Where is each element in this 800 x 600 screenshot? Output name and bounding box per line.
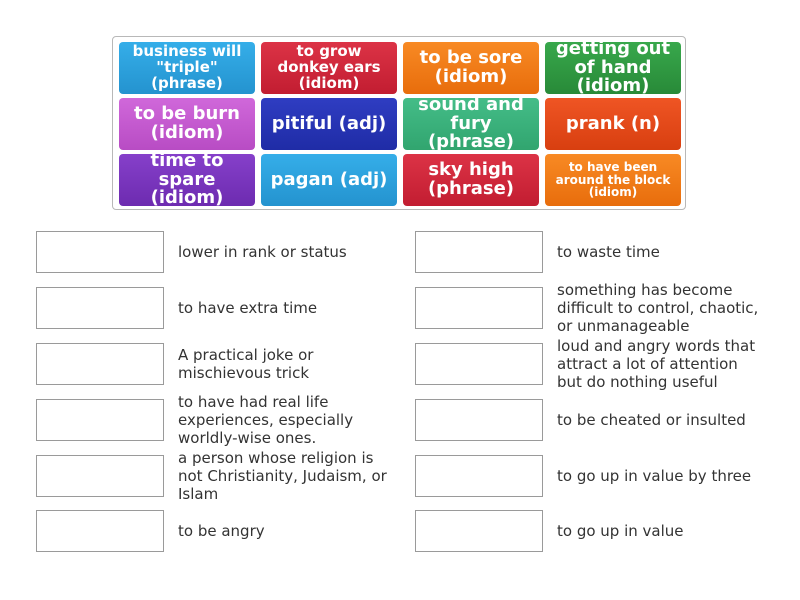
- definition-text: to go up in value: [557, 522, 684, 540]
- drop-slot[interactable]: [415, 343, 543, 385]
- definition-text: to have had real life experiences, especially worldly-wise ones.: [178, 393, 354, 447]
- definition-text: to waste time: [557, 243, 660, 261]
- drop-slot[interactable]: [415, 231, 543, 273]
- match-row: [415, 231, 775, 275]
- drop-slot[interactable]: [36, 455, 164, 497]
- tile-label: prank (n): [565, 112, 661, 134]
- answer-tile[interactable]: [545, 37, 681, 97]
- match-row: [415, 337, 775, 391]
- match-row: [36, 510, 396, 554]
- answer-tile[interactable]: [119, 149, 255, 209]
- definition-text: lower in rank or status: [178, 243, 347, 261]
- answer-tile[interactable]: [261, 42, 397, 94]
- tile-label: sound and fury (phrase): [418, 93, 524, 153]
- definition-text: to be angry: [178, 522, 265, 540]
- answer-tile[interactable]: [261, 154, 397, 206]
- answer-tile[interactable]: [545, 98, 681, 150]
- answer-tile[interactable]: [545, 154, 681, 206]
- definition-text: loud and angry words that attract a lot of attention but do nothing useful: [557, 337, 756, 391]
- tile-label: to have been around the block (idiom): [555, 160, 671, 200]
- drop-slot[interactable]: [36, 287, 164, 329]
- match-row: [415, 455, 775, 499]
- tile-label: getting out of hand (idiom): [555, 37, 671, 97]
- match-row: [36, 287, 396, 331]
- match-row: [36, 393, 396, 447]
- answer-tile[interactable]: [119, 42, 255, 94]
- drop-slot[interactable]: [415, 455, 543, 497]
- match-row: [36, 343, 396, 387]
- definition-text: to go up in value by three: [557, 467, 752, 485]
- drop-slot[interactable]: [36, 343, 164, 385]
- tile-label: pagan (adj): [270, 168, 388, 190]
- drop-slot[interactable]: [36, 510, 164, 552]
- tile-label: business will "triple" (phrase): [132, 42, 242, 92]
- answer-tile[interactable]: [403, 42, 539, 94]
- answer-tiles-panel: [112, 36, 686, 210]
- definition-text: to have extra time: [178, 299, 318, 317]
- definition-text: a person whose religion is not Christianity, Judaism, or Islam: [178, 449, 387, 503]
- match-row: [415, 399, 775, 443]
- drop-slot[interactable]: [415, 399, 543, 441]
- answer-tile[interactable]: [119, 98, 255, 150]
- tile-label: to be burn (idiom): [134, 103, 240, 143]
- definition-text: to be cheated or insulted: [557, 411, 746, 429]
- tile-label: sky high (phrase): [427, 159, 515, 199]
- drop-slot[interactable]: [36, 231, 164, 273]
- tile-label: time to spare (idiom): [150, 149, 224, 209]
- match-row: [415, 281, 775, 335]
- match-row: [36, 449, 396, 503]
- drop-slot[interactable]: [415, 510, 543, 552]
- tile-label: to be sore (idiom): [419, 47, 523, 87]
- match-row: [36, 231, 396, 275]
- answer-tile[interactable]: [261, 98, 397, 150]
- definition-text: A practical joke or mischievous trick: [178, 346, 314, 382]
- tile-label: pitiful (adj): [271, 112, 387, 134]
- match-row: [415, 510, 775, 554]
- definition-text: something has become difficult to control, chaotic, or unmanageable: [557, 281, 759, 335]
- drop-slot[interactable]: [415, 287, 543, 329]
- drop-slot[interactable]: [36, 399, 164, 441]
- tile-label: to grow donkey ears (idiom): [277, 42, 381, 92]
- answer-tile[interactable]: [403, 93, 539, 153]
- answer-tile[interactable]: [403, 154, 539, 206]
